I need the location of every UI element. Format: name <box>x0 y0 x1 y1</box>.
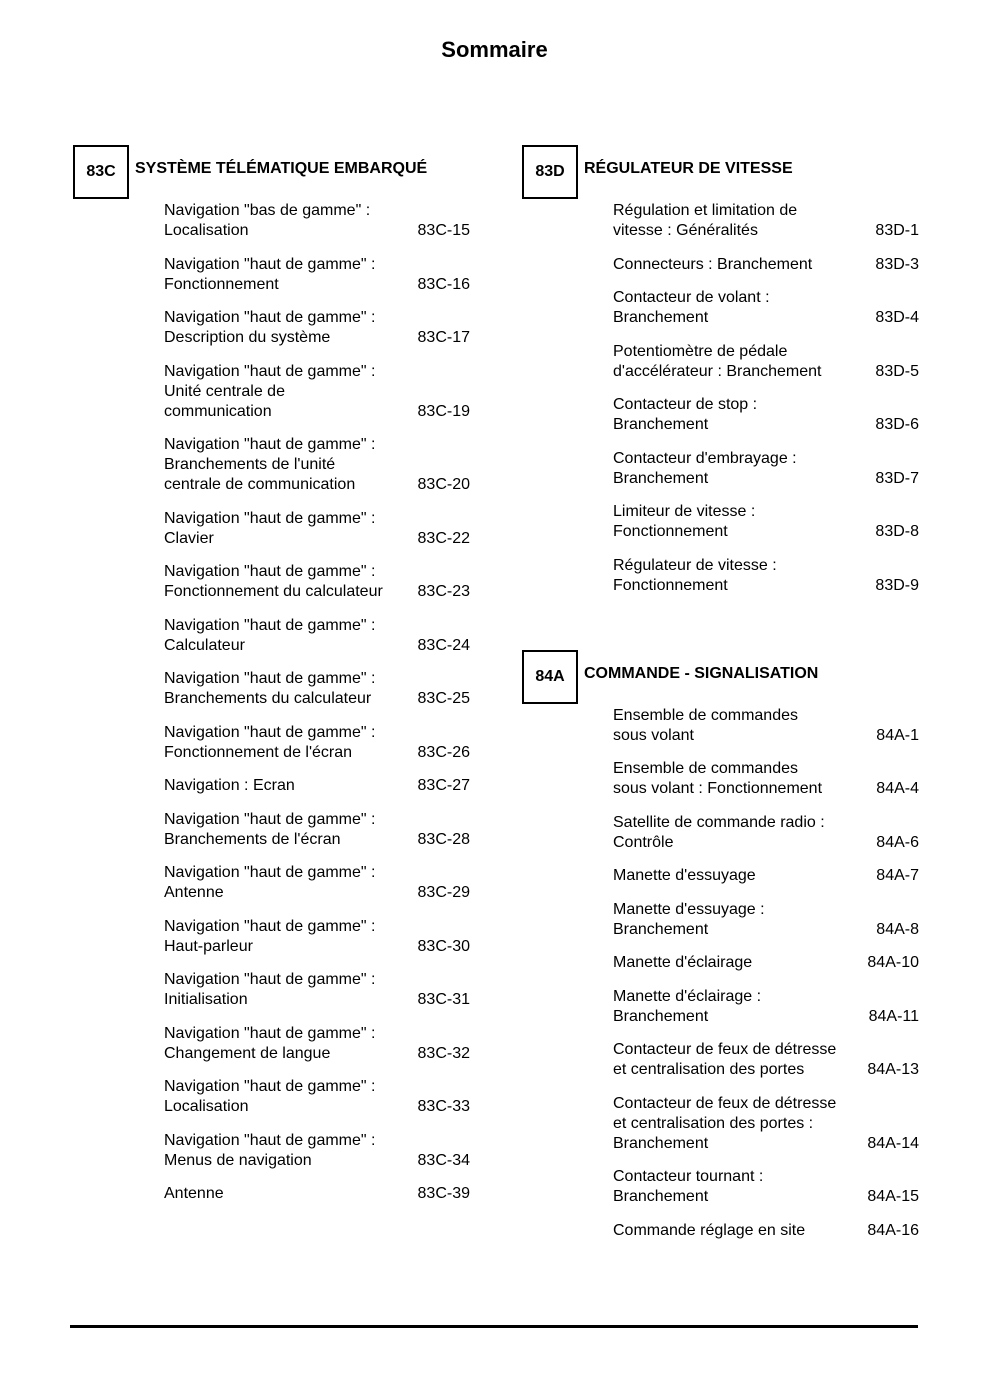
toc-section <box>522 145 922 596</box>
toc-entry-text: Manette d'essuyage <box>613 867 756 884</box>
toc-entry-text: Navigation "haut de gamme" : Fonctionnement de l'écran <box>164 723 376 761</box>
toc-entry-text: Régulateur de vitesse : Fonctionnement <box>613 556 777 594</box>
toc-entry-text: Commande réglage en site <box>613 1221 806 1239</box>
toc-entry-text: Ensemble de commandes sous volant <box>613 706 798 744</box>
toc-entry-page: 84A-10 <box>867 954 919 971</box>
toc-entry[interactable] <box>613 255 919 275</box>
section-title: SYSTÈME TÉLÉMATIQUE EMBARQUÉ <box>135 160 428 177</box>
toc-entry-page: 83C-20 <box>417 476 470 493</box>
toc-entry-page: 83D-1 <box>875 222 919 239</box>
toc-entry-page: 83C-28 <box>417 830 470 848</box>
toc-entry-text: Contacteur de feux de détresse et centralisation des portes : Branchement <box>613 1094 837 1152</box>
toc-entry[interactable] <box>164 917 470 957</box>
toc-entry[interactable] <box>164 308 470 348</box>
toc-entry-page: 84A-15 <box>867 1188 919 1205</box>
toc-entry-text: Manette d'éclairage <box>613 954 753 971</box>
toc-entry[interactable] <box>613 556 919 596</box>
toc-entry[interactable] <box>613 342 919 382</box>
toc-entry[interactable] <box>164 509 470 549</box>
toc-entry[interactable] <box>613 1221 919 1241</box>
toc-entry-page: 84A-6 <box>876 833 919 851</box>
toc-entry[interactable] <box>613 201 919 241</box>
toc-entry[interactable] <box>613 866 919 886</box>
toc-entry-page: 83C-39 <box>417 1185 470 1202</box>
toc-entry[interactable] <box>613 706 919 746</box>
toc-entry-page: 83C-24 <box>417 636 470 654</box>
toc-section <box>73 145 473 1204</box>
section-code-box: 84A <box>522 650 578 704</box>
toc-entry[interactable] <box>613 1040 919 1080</box>
toc-entry-page: 84A-8 <box>876 920 919 938</box>
toc-entry-text: Contacteur tournant : Branchement <box>613 1168 764 1205</box>
toc-entry[interactable] <box>164 562 470 602</box>
toc-entry-text: Navigation "haut de gamme" : Changement de langue <box>164 1024 376 1062</box>
section-header <box>73 145 473 199</box>
toc-entry[interactable] <box>613 449 919 489</box>
toc-entry-page: 83C-22 <box>417 529 470 547</box>
toc-entry-page: 84A-4 <box>876 780 919 797</box>
toc-entry-page: 83D-8 <box>875 523 919 540</box>
toc-entry-text: Navigation "haut de gamme" : Fonctionnement <box>164 255 376 293</box>
toc-entry[interactable] <box>613 1167 919 1207</box>
toc-entry-text: Contacteur de feux de détresse et centralisation des portes <box>613 1041 837 1078</box>
right-column <box>522 145 922 1254</box>
toc-entry-text: Navigation "haut de gamme" : Branchements de l'unité centrale de communication <box>164 436 376 493</box>
toc-entry-text: Limiteur de vitesse : Fonctionnement <box>613 503 756 540</box>
toc-entry[interactable] <box>613 502 919 542</box>
toc-entry-page: 84A-7 <box>876 867 919 884</box>
toc-entry-page: 83C-26 <box>417 743 470 761</box>
toc-entry[interactable] <box>164 255 470 295</box>
toc-entry[interactable] <box>164 776 470 796</box>
toc-entry-text: Contacteur de volant : Branchement <box>613 289 770 326</box>
toc-entry[interactable] <box>164 669 470 709</box>
toc-entry-text: Navigation "haut de gamme" : Antenne <box>164 864 376 901</box>
section-header <box>522 650 922 704</box>
toc-entry-text: Navigation "haut de gamme" : Branchements du calculateur <box>164 670 376 707</box>
toc-entry-text: Satellite de commande radio : Contrôle <box>613 813 825 851</box>
toc-entry[interactable] <box>613 953 919 973</box>
toc-entry[interactable] <box>164 616 470 656</box>
toc-entry-text: Navigation "haut de gamme" : Description du système <box>164 309 376 346</box>
toc-entry-text: Manette d'essuyage : Branchement <box>613 900 765 938</box>
toc-entry-page: 83C-27 <box>417 777 470 794</box>
toc-entry[interactable] <box>613 987 919 1027</box>
toc-entry-text: Navigation "bas de gamme" : Localisation <box>164 202 371 239</box>
toc-entry-page: 83C-25 <box>417 690 470 707</box>
toc-entry-text: Navigation "haut de gamme" : Initialisation <box>164 971 376 1008</box>
toc-entry[interactable] <box>164 201 470 241</box>
toc-entry-text: Navigation "haut de gamme" : Branchements de l'écran <box>164 810 376 848</box>
section-header <box>522 145 922 199</box>
toc-entry-text: Navigation "haut de gamme" : Localisation <box>164 1078 376 1115</box>
toc-entry[interactable] <box>164 435 470 495</box>
section-title: RÉGULATEUR DE VITESSE <box>584 160 793 177</box>
toc-entry[interactable] <box>613 759 919 799</box>
toc-entry-text: Navigation "haut de gamme" : Calculateur <box>164 616 376 654</box>
toc-entry-page: 83D-4 <box>875 309 919 326</box>
toc-entry-page: 83C-33 <box>417 1098 470 1115</box>
toc-entry-page: 84A-14 <box>867 1134 919 1152</box>
toc-entry-text: Régulation et limitation de vitesse : Généralités <box>613 202 798 239</box>
footer-rule <box>70 1325 918 1328</box>
toc-entry-list <box>522 706 922 1241</box>
toc-entry-text: Manette d'éclairage : Branchement <box>613 987 762 1025</box>
toc-entry-text: Potentiomètre de pédale d'accélérateur : Branchement <box>613 342 822 380</box>
toc-entry-page: 83C-32 <box>417 1044 470 1062</box>
toc-entry-page: 83C-29 <box>417 884 470 901</box>
toc-entry[interactable] <box>613 288 919 328</box>
toc-entry[interactable] <box>164 1131 470 1171</box>
toc-entry[interactable] <box>164 1184 470 1204</box>
toc-entry-page: 83C-34 <box>417 1151 470 1169</box>
toc-entry-text: Navigation "haut de gamme" : Haut-parleur <box>164 917 376 955</box>
toc-entry-text: Contacteur de stop : Branchement <box>613 396 758 433</box>
toc-entry[interactable] <box>613 900 919 940</box>
toc-entry-page: 83D-6 <box>875 416 919 433</box>
toc-entry-page: 83D-9 <box>875 576 919 594</box>
section-title: COMMANDE - SIGNALISATION <box>584 664 819 682</box>
left-column <box>73 145 473 1218</box>
toc-entry-text: Navigation "haut de gamme" : Menus de navigation <box>164 1131 376 1169</box>
toc-entry-text: Navigation : Ecran <box>164 777 295 794</box>
toc-entry-page: 83D-5 <box>875 362 919 380</box>
toc-entry-page: 83D-7 <box>875 469 919 487</box>
toc-entry[interactable] <box>164 1077 470 1117</box>
toc-entry-text: Ensemble de commandes sous volant : Fonctionnement <box>613 760 823 797</box>
toc-entry-page: 84A-16 <box>867 1221 919 1239</box>
toc-entry-page: 84A-11 <box>868 1007 919 1025</box>
toc-entry-page: 83C-30 <box>417 937 470 955</box>
section-code-box: 83D <box>522 145 578 199</box>
toc-entry-list <box>73 201 473 1204</box>
toc-section <box>522 650 922 1241</box>
toc-entry-text: Navigation "haut de gamme" : Clavier <box>164 509 376 547</box>
section-code-box: 83C <box>73 145 129 199</box>
toc-entry[interactable] <box>164 1024 470 1064</box>
toc-entry-text: Antenne <box>164 1185 224 1202</box>
toc-entry-page: 84A-13 <box>867 1061 919 1078</box>
toc-entry-list <box>522 201 922 596</box>
toc-entry-page: 83C-23 <box>417 583 470 600</box>
toc-entry[interactable] <box>164 723 470 763</box>
toc-entry-text: Connecteurs : Branchement <box>613 255 813 273</box>
toc-entry-page: 83D-3 <box>875 255 919 273</box>
toc-entry[interactable] <box>613 813 919 853</box>
toc-entry[interactable] <box>164 970 470 1010</box>
toc-entry-page: 83C-19 <box>417 402 470 420</box>
toc-entry[interactable] <box>164 362 470 422</box>
toc-entry-text: Navigation "haut de gamme" : Fonctionnement du calculateur <box>164 563 383 600</box>
toc-entry[interactable] <box>613 1094 919 1154</box>
toc-entry[interactable] <box>164 810 470 850</box>
toc-entry[interactable] <box>613 395 919 435</box>
toc-entry-page: 83C-16 <box>417 275 470 293</box>
toc-entry-text: Navigation "haut de gamme" : Unité centrale de communication <box>164 362 376 420</box>
toc-entry[interactable] <box>164 863 470 903</box>
toc-entry-page: 83C-17 <box>417 329 470 346</box>
toc-entry-page: 83C-31 <box>417 991 470 1008</box>
toc-entry-text: Contacteur d'embrayage : Branchement <box>613 449 797 487</box>
toc-entry-page: 84A-1 <box>876 726 919 744</box>
toc-entry-page: 83C-15 <box>417 222 470 239</box>
page-title: Sommaire <box>441 37 548 62</box>
